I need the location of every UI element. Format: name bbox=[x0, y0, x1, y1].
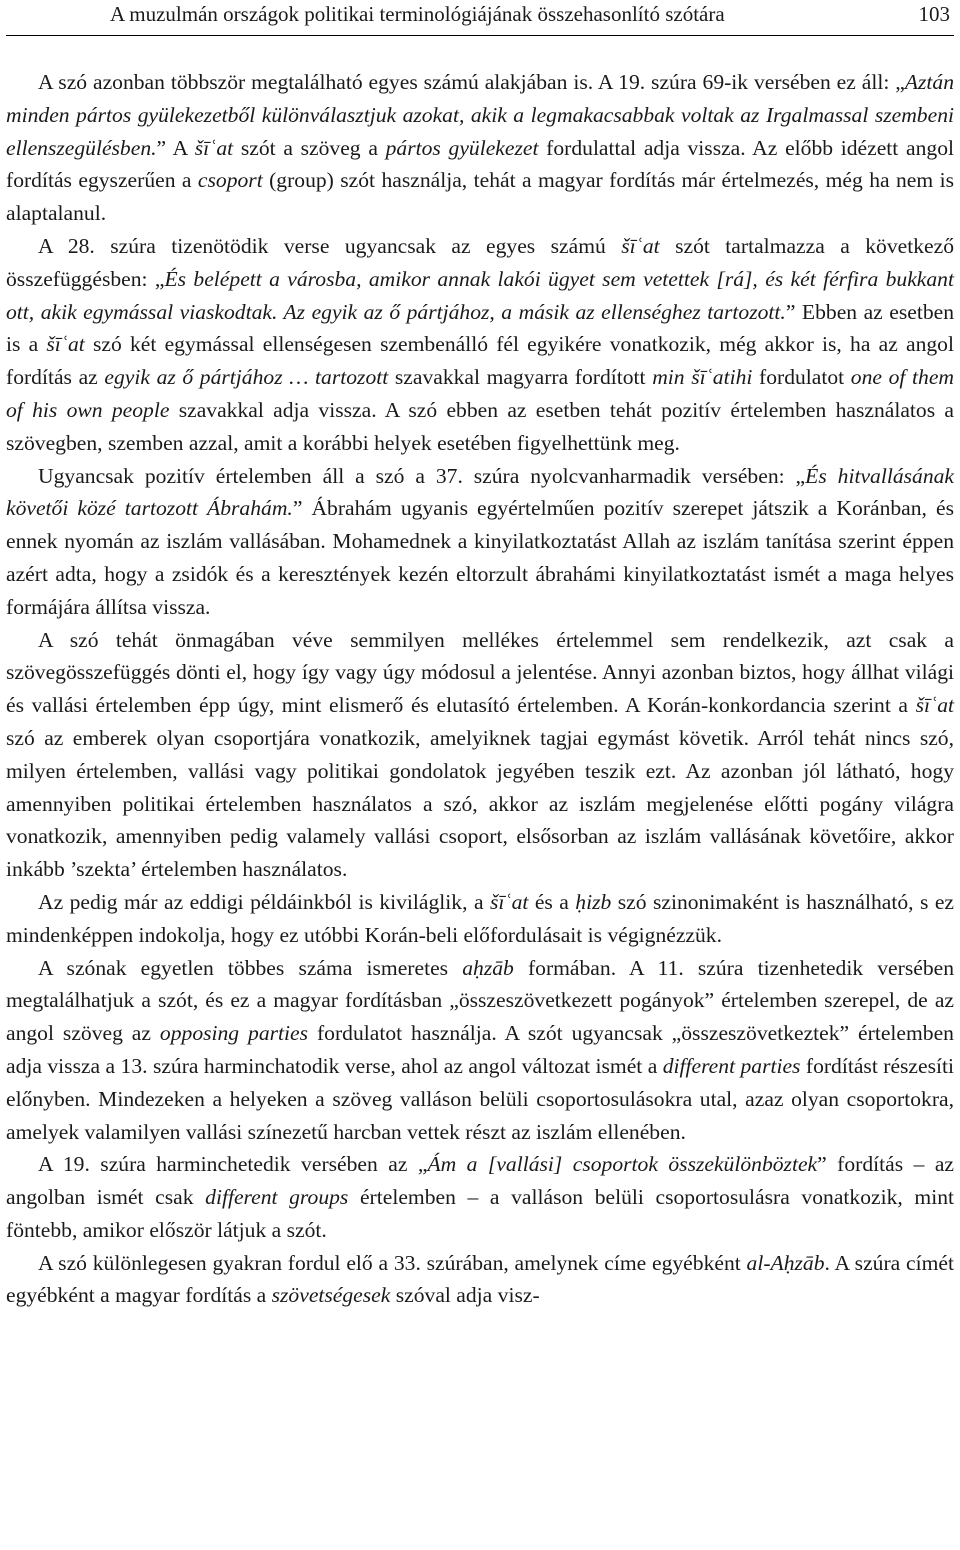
text-run: A 19. szúra harminchetedik versében az „ bbox=[38, 1152, 428, 1177]
text-run: Az pedig már az eddigi példáinkból is kiviláglik, a bbox=[38, 889, 490, 914]
paragraph bbox=[6, 952, 954, 1149]
italic-run: pártos gyülekezet bbox=[385, 135, 539, 160]
text-run: fordulatot bbox=[752, 365, 851, 390]
text-run: ” Ebben az esetben is a bbox=[6, 299, 954, 357]
paragraph bbox=[6, 624, 954, 886]
italic-run: ḥizb bbox=[575, 889, 612, 914]
text-run: szó szinonimaként is használható, s ez mindenképpen indokolja, hogy ez utóbbi Korán-beli előfordulásait is végignézzük. bbox=[6, 889, 954, 947]
italic-run: opposing parties bbox=[159, 1021, 309, 1046]
paragraph bbox=[6, 1148, 954, 1246]
text-run: szót a szöveg a bbox=[233, 135, 386, 160]
text-run: és a bbox=[528, 889, 576, 914]
text-run: . A szúra címét egyébként a magyar fordítás a bbox=[6, 1250, 954, 1308]
italic-run: Ám a [vallási] csoportok összekülönböztek bbox=[427, 1152, 818, 1177]
italic-run: šīʿat bbox=[489, 889, 529, 914]
italic-run: different groups bbox=[205, 1185, 349, 1210]
text-run: fordulatot használja. A szót ugyancsak „összeszövetkeztek” értelemben adja vissza a 13. szúra harminchatodik verse, ahol az angol változat ismét a bbox=[6, 1021, 954, 1078]
italic-run: šīʿat bbox=[194, 135, 234, 160]
italic-run: šīʿat bbox=[46, 332, 85, 357]
text-run: fordítást részesíti előnyben. Mindezeken a helyeken a szöveg valláson belüli csoportosulásokra utal, azaz olyan csoportokra, amelyek valamilyen vallási színezetű harcban vettek részt az iszlám ellenében. bbox=[6, 1053, 954, 1144]
running-header bbox=[0, 0, 960, 40]
text-run: szavakkal magyarra fordított bbox=[388, 365, 653, 390]
text-run: fordulattal adja vissza. Az előbb idézett angol fordítás egyszerűen a bbox=[6, 135, 954, 193]
text-run: értelemben – a valláson belüli csoportosulásra vonatkozik, mint föntebb, amikor először látjuk a szót. bbox=[6, 1185, 954, 1242]
paragraph bbox=[6, 460, 954, 624]
text-run: A szó azonban többször megtalálható egyes számú alakjában is. A 19. szúra 69-ik versében ez áll: „ bbox=[38, 70, 905, 94]
text-run: A szónak egyetlen többes száma ismeretes bbox=[38, 955, 463, 980]
text-run: szóval adja visz- bbox=[390, 1283, 540, 1308]
italic-run: al-Aḥzāb bbox=[746, 1250, 825, 1275]
text-run: (group) szót használja, tehát a magyar fordítás már értelmezés, még ha nem is alaptalanul. bbox=[6, 168, 954, 226]
paragraph bbox=[6, 1247, 954, 1313]
italic-run: csoport bbox=[197, 168, 263, 193]
running-title: A muzulmán országok politikai terminológiájának összehasonlító szótára bbox=[110, 2, 725, 26]
text-run: szó az emberek olyan csoportjára vonatkozik, amelyiknek tagjai egymást követik. Arról tehát nincs szó, milyen értelemben, vallási vagy politikai gondolatok jegyében teszik ezt. Az azonban jól látható, hogy amennyiben politikai értelemben használatos a szó, akkor az iszlám megjelenése előtti pogány világra vonatkozik, amennyiben pedig valamely vallási csoport, elsősorban az iszlám vallásának követőire, akkor inkább ’szekta’ értelemben használatos. bbox=[6, 725, 954, 882]
italic-run: different parties bbox=[662, 1053, 801, 1078]
text-run: formában. A 11. szúra tizenhetedik versében megtalálhatjuk a szót, és ez a magyar fordításban „összeszövetkezett pogányok” értelemben szerepel, de az angol szöveg az bbox=[6, 955, 954, 1046]
text-run: A szó különlegesen gyakran fordul elő a 33. szúrában, amelynek címe egyébként bbox=[38, 1250, 747, 1275]
text-run: szót tartalmazza a következő összefüggésben: „ bbox=[6, 233, 954, 291]
text-run: szó két egymással ellenségesen szembenálló fél egyikére vonatkozik, még akkor is, ha az angol fordítás az bbox=[6, 332, 954, 390]
text-run: A 28. szúra tizenötödik verse ugyancsak az egyes számú bbox=[38, 233, 622, 258]
paragraph bbox=[6, 886, 954, 952]
italic-run: šīʿat bbox=[621, 233, 660, 258]
paragraph bbox=[6, 66, 954, 230]
italic-run: egyik az ő pártjához … tartozott bbox=[104, 365, 389, 390]
text-run: ” Ábrahám ugyanis egyértelműen pozitív szerepet játszik a Koránban, és ennek nyomán az iszlám vallásában. Mohamednek a kinyilatkoztatást Allah az iszlám tanítása szerint éppen azért adta, hogy a zsidók és a keresztények kezén eltorzult ábrahámi kinyilatkoztatást ismét a maga helyes formájára állítsa vissza. bbox=[6, 496, 954, 619]
page-number: 103 bbox=[918, 2, 950, 26]
italic-run: šīʿat bbox=[915, 693, 954, 718]
text-run: A szó tehát önmagában véve semmilyen mellékes értelemmel sem rendelkezik, azt csak a szövegösszefüggés dönti el, hogy így vagy úgy módosul a jelentése. Annyi azonban biztos, hogy állhat világi és vallási értelemben épp úgy, mint elismerő és elutasító értelemben. A Korán-konkordancia szerint a bbox=[6, 627, 954, 718]
paragraph bbox=[6, 230, 954, 460]
italic-run: És hitvallásának követői közé tartozott Ábrahám. bbox=[6, 463, 954, 521]
italic-run: szövetségesek bbox=[271, 1283, 391, 1308]
italic-run: És belépett a városba, amikor annak lakói ügyet sem vetettek [rá], és két férfira bukkant ott, akik egymással viaskodtak. Az egyik az ő pártjához, a másik az ellenséghez tartozott. bbox=[6, 266, 954, 324]
italic-run: Aztán minden pártos gyülekezetből különválasztjuk azokat, akik a legmakacsabbak voltak az Irgalmassal szembeni ellenszegülésben. bbox=[6, 70, 954, 160]
text-run: ” A bbox=[156, 135, 195, 160]
body-text bbox=[6, 66, 954, 1312]
header-rule bbox=[6, 35, 954, 36]
italic-run: min šīʿatihi bbox=[652, 365, 753, 390]
text-run: szavakkal adja vissza. A szó ebben az esetben tehát pozitív értelemben használatos a szövegben, szemben azzal, amit a korábbi helyek esetében figyelhettünk meg. bbox=[6, 397, 954, 455]
italic-run: aḥzāb bbox=[462, 955, 514, 980]
italic-run: one of them of his own people bbox=[6, 365, 954, 422]
text-run: Ugyancsak pozitív értelemben áll a szó a 37. szúra nyolcvanharmadik versében: „ bbox=[38, 463, 806, 488]
text-run: ” fordítás – az angolban ismét csak bbox=[6, 1152, 954, 1210]
